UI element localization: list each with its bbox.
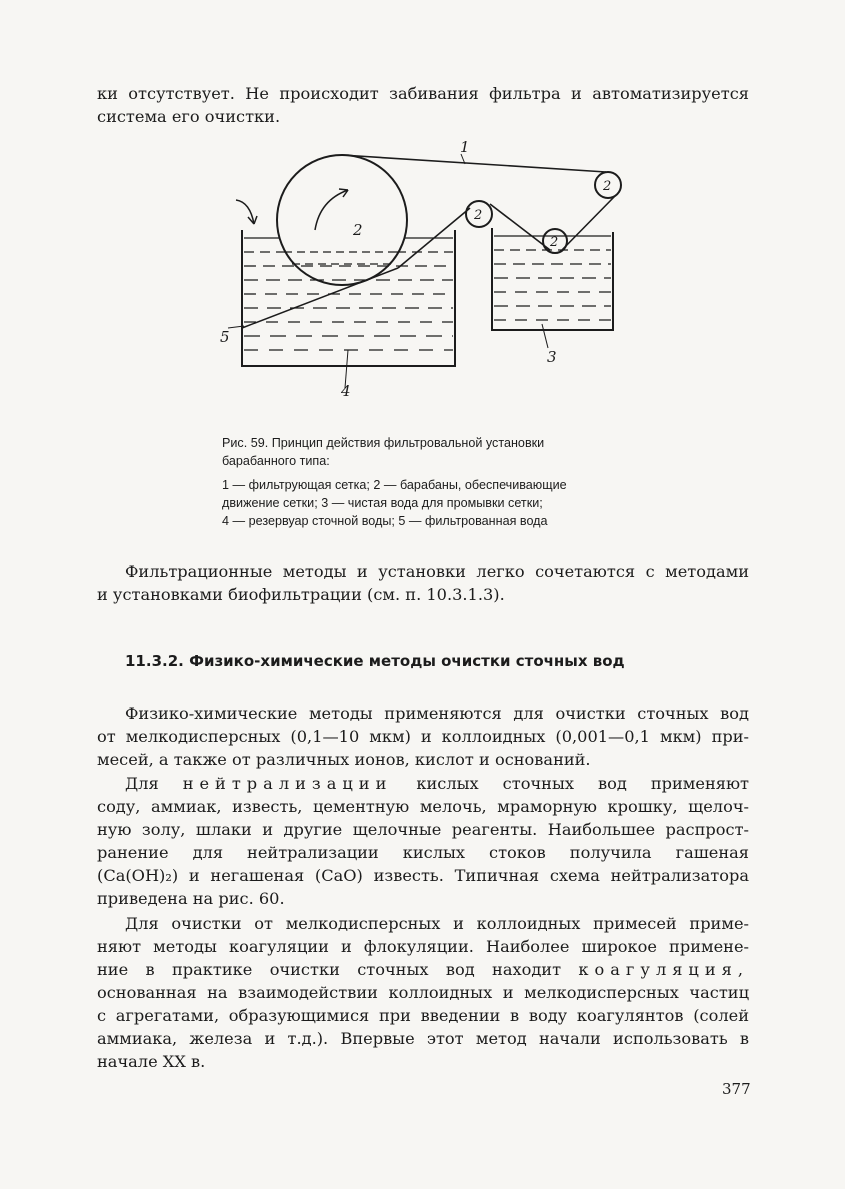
caption-legend-line: 1 — фильтрующая сетка; 2 — барабаны, обеспечивающие	[222, 478, 567, 492]
intro-paragraph	[97, 82, 749, 128]
reservoir-water	[244, 238, 453, 350]
text-line: месей, а также от различных ионов, кислот и оснований.	[97, 750, 591, 769]
text-line: Для очистки от мелкодисперсных и коллоидных примесей приме-	[125, 914, 749, 933]
label-drum-middle: 2	[474, 208, 483, 223]
text-line: начале XX в.	[97, 1052, 206, 1071]
section-heading: 11.3.2. Физико-химические методы очистки сточных вод	[125, 652, 625, 670]
text-line	[97, 958, 749, 981]
page-number: 377	[722, 1080, 751, 1098]
first-word: Для	[125, 774, 159, 793]
neutralization-paragraph	[97, 772, 749, 910]
filtration-paragraph	[97, 560, 749, 606]
emphasized-term: коагуляция,	[578, 960, 749, 979]
caption-line: барабанного типа:	[222, 454, 330, 468]
text-line: Физико-химические методы применяются для очистки сточных вод	[125, 704, 749, 723]
label-mesh: 1	[460, 140, 470, 156]
label-drum-lower: 2	[550, 235, 559, 250]
text-line: и установками биофильтрации (см. п. 10.3.1.3).	[97, 585, 505, 604]
text-line: ную золу, шлаки и другие щелочные реагенты. Наибольшее распрост-	[97, 820, 749, 839]
physchem-paragraph	[97, 702, 749, 771]
text-line: основанная на взаимодействии коллоидных и мелкодисперсных частиц	[97, 983, 749, 1002]
text-line	[97, 772, 749, 795]
text-line: няют методы коагуляции и флокуляции. Наиболее широкое примене-	[97, 937, 749, 956]
text-line: система его очистки.	[97, 107, 281, 126]
label-main-drum: 2	[353, 221, 363, 239]
text-line: (Ca(OH)₂) и негашеная (CaO) известь. Типичная схема нейтрализатора	[97, 866, 749, 885]
label-drum-top-right: 2	[603, 179, 612, 194]
label-filtered-water: 5	[220, 328, 230, 346]
caption-legend-line: движение сетки; 3 — чистая вода для промывки сетки;	[222, 496, 543, 510]
label-reservoir: 4	[341, 382, 351, 400]
text-line: с агрегатами, образующимися при введении в воду коагулянтов (солей	[97, 1006, 749, 1025]
figure-caption	[222, 434, 652, 530]
text-line: соду, аммиак, известь, цементную мелочь, мраморную крошку, щелоч-	[97, 797, 749, 816]
line-start: ние в практике очистки сточных вод находит	[97, 960, 562, 979]
figure-drum-filter-diagram	[220, 140, 630, 400]
caption-legend-line: 4 — резервуар сточной воды; 5 — фильтрованная вода	[222, 514, 548, 528]
text-line: Фильтрационные методы и установки легко сочетаются с методами	[125, 562, 749, 581]
reservoir-tank	[242, 230, 455, 366]
text-line: аммиака, железа и т.д.). Впервые этот метод начали использовать в	[97, 1029, 749, 1048]
caption-line: Рис. 59. Принцип действия фильтровальной установки	[222, 436, 545, 450]
coagulation-paragraph	[97, 912, 749, 1073]
text-line: ранение для нейтрализации кислых стоков получила гашеная	[97, 843, 749, 862]
text-line: от мелкодисперсных (0,1—10 мкм) и коллоидных (0,001—0,1 мкм) при-	[97, 727, 749, 746]
text-line: ки отсутствует. Не происходит забивания фильтра и автоматизируется	[97, 84, 749, 103]
label-clean-water: 3	[547, 348, 557, 366]
line-rest: кислых сточных вод применяют	[416, 774, 749, 793]
filtered-water-line	[242, 268, 398, 328]
text-line: приведена на рис. 60.	[97, 889, 285, 908]
emphasized-term: нейтрализации	[182, 774, 393, 793]
